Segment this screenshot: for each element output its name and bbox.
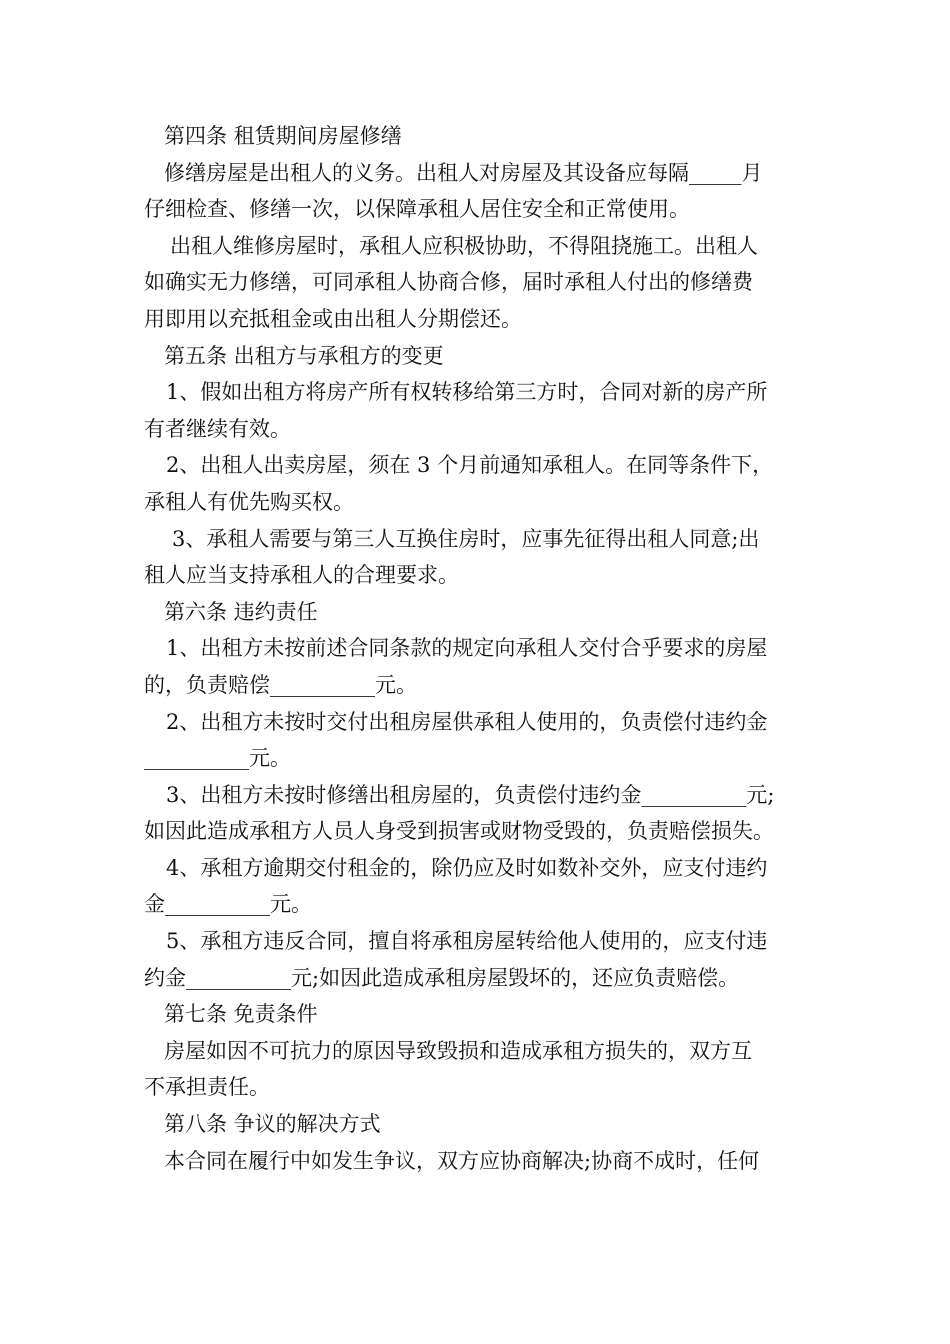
document-page xyxy=(144,118,809,1179)
text-line: 第四条 租赁期间房屋修缮 xyxy=(164,124,402,148)
text-line: __________元。 xyxy=(144,746,291,771)
text-line: 2、出租方未按时交付出租房屋供承租人使用的，负责偿付违约金 xyxy=(166,709,768,734)
text-line: 3、出租方未按时修缮出租房屋的，负责偿付违约金__________元; xyxy=(166,782,775,807)
text-line: 的，负责赔偿__________元。 xyxy=(144,672,417,697)
text-line: 5、承租方违反合同，擅自将承租房屋转给他人使用的，应支付违 xyxy=(166,929,768,954)
text-line: 承租人有优先购买权。 xyxy=(144,489,354,514)
text-line: 有者继续有效。 xyxy=(144,416,291,441)
text-line: 约金__________元;如因此造成承租房屋毁坏的，还应负责赔偿。 xyxy=(144,965,740,990)
text-line: 租人应当支持承租人的合理要求。 xyxy=(144,563,459,588)
text-line: 第七条 免责条件 xyxy=(164,1002,318,1027)
text-line: 如确实无力修缮，可同承租人协商合修，届时承租人付出的修缮费 xyxy=(144,270,753,295)
text-line: 仔细检查、修缮一次，以保障承租人居住安全和正常使用。 xyxy=(144,197,690,222)
text-line: 修缮房屋是出租人的义务。出租人对房屋及其设备应每隔_____月 xyxy=(164,160,763,185)
text-line: 3、承租人需要与第三人互换住房时，应事先征得出租人同意;出 xyxy=(172,526,760,551)
text-line: 第六条 违约责任 xyxy=(164,599,318,624)
text-line: 房屋如因不可抗力的原因导致毁损和造成承租方损失的，双方互 xyxy=(164,1038,752,1063)
text-line: 用即用以充抵租金或由出租人分期偿还。 xyxy=(144,306,522,331)
text-line: 如因此造成承租方人员人身受到损害或财物受毁的，负责赔偿损失。 xyxy=(144,819,774,844)
text-line: 第八条 争议的解决方式 xyxy=(164,1112,381,1137)
text-line: 金__________元。 xyxy=(144,892,312,917)
text-line: 2、出租人出卖房屋，须在 3 个月前通知承租人。在同等条件下， xyxy=(166,453,774,478)
text-line: 出租人维修房屋时，承租人应积极协助，不得阻挠施工。出租人 xyxy=(170,233,758,258)
text-line: 不承担责任。 xyxy=(144,1075,270,1100)
text-line: 本合同在履行中如发生争议，双方应协商解决;协商不成时，任何 xyxy=(164,1148,760,1173)
text-line: 4、承租方逾期交付租金的，除仍应及时如数补交外，应支付违约 xyxy=(166,855,768,880)
text-line: 1、出租方未按前述合同条款的规定向承租人交付合乎要求的房屋 xyxy=(166,636,768,661)
text-line: 第五条 出租方与承租方的变更 xyxy=(164,343,444,368)
text-line: 1、假如出租方将房产所有权转移给第三方时，合同对新的房产所 xyxy=(166,380,768,405)
